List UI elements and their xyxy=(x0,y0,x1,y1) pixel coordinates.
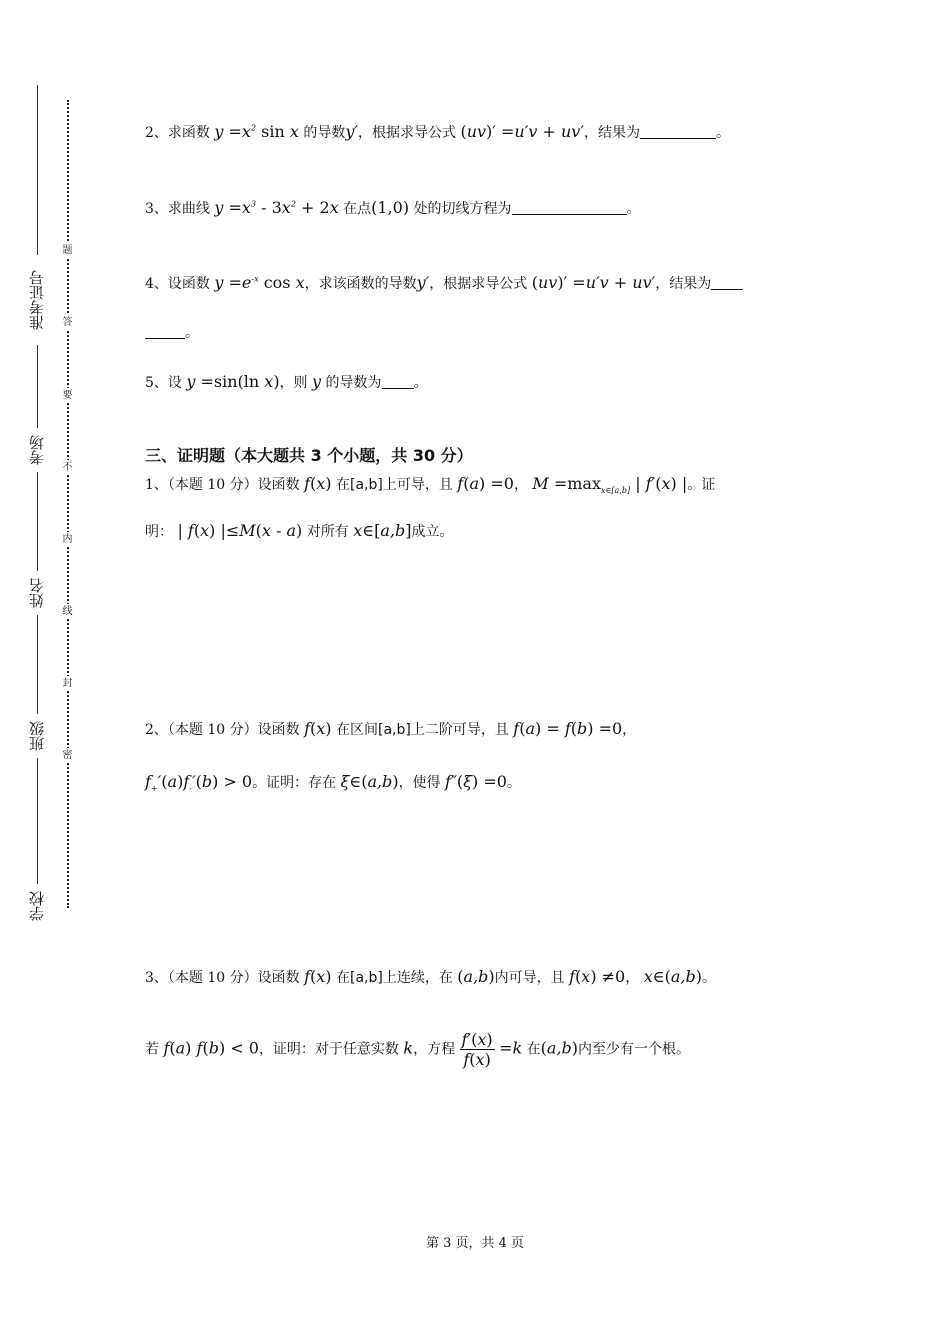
proof-1: 1、（本题 10 分）设函数 f(x) 在[a,b]上可导，且 f(a) =0， $M =\max_{x\in[a,b]}$ | f′(x) |。证 xyxy=(145,474,716,496)
p1-number: 1、（本题 10 分）设函数 xyxy=(145,477,300,493)
answer-blank[interactable] xyxy=(711,275,743,290)
answer-blank[interactable] xyxy=(640,124,716,139)
q2-formula: (uv)′ =u′v + uv′ xyxy=(460,122,584,141)
answer-blank[interactable] xyxy=(382,374,414,389)
label-school: 学校 xyxy=(24,884,50,928)
q5-number: 5、设 xyxy=(145,375,182,391)
proof-2: 2、（本题 10 分）设函数 f(x) 在区间[a,b]上二阶可导，且 f(a) = f(b) =0， xyxy=(145,719,637,738)
question-2: 2、求函数 $y =x^2$ sin x 的导数y′，根据求导公式 (uv)′ =u′v + uv′，结果为 。 xyxy=(145,122,730,141)
q4-number: 4、设函数 xyxy=(145,276,210,292)
fraction-fprime-over-f: $\frac{f'(x)}{f(x)}$ xyxy=(461,1030,493,1069)
page-footer: 第 3 页，共 4 页 xyxy=(425,1236,525,1251)
label-class: 班级 xyxy=(24,714,50,758)
seal-char: 要 xyxy=(60,388,75,403)
answer-blank[interactable] xyxy=(145,324,185,339)
p2-number: 2、（本题 10 分）设函数 xyxy=(145,722,300,738)
seal-dotted-line xyxy=(67,100,69,908)
label-name: 姓名 xyxy=(24,571,50,615)
answer-blank[interactable] xyxy=(512,200,627,215)
q2-number: 2、求函数 xyxy=(145,125,210,141)
section-title: 三、证明题（本大题共 3 个小题，共 30 分） xyxy=(145,446,473,465)
q2-function: $y =x^2$ sin x xyxy=(214,122,299,141)
proof-3-continued: 若 f(a) f(b) < 0，证明：对于任意实数 k，方程 $\frac{f'(x)}{f(x)}$ =k 在(a,b)内至少有一个根。 xyxy=(145,1030,691,1069)
binding-line xyxy=(37,85,38,925)
seal-char: 线 xyxy=(60,604,75,619)
seal-char: 不 xyxy=(60,460,75,475)
seal-char: 答 xyxy=(60,315,75,330)
q4-function: $y =e^{-x}$ cos x xyxy=(214,273,305,292)
seal-char: 内 xyxy=(60,532,75,547)
q4-formula: (uv)′ =u′v + uv′ xyxy=(531,273,656,292)
seal-char: 封 xyxy=(60,676,75,691)
question-5: 5、设 y =sin(ln x)，则 y 的导数为 。 xyxy=(145,372,428,391)
q3-curve: $y =x^3 - 3x^2 + 2x$ xyxy=(214,198,339,217)
question-3: 3、求曲线 $y =x^3 - 3x^2 + 2x$ 在点(1,0) 处的切线方程为 。 xyxy=(145,198,641,217)
label-exam-number: 准考证号 xyxy=(24,255,50,345)
proof-2-continued: $f_+'(a)f_-'(b) > 0$。证明：存在 ξ∈(a,b)，使得 f″(ξ) =0。 xyxy=(145,772,521,794)
seal-char: 密 xyxy=(60,748,75,763)
question-4: 4、设函数 $y =e^{-x}$ cos x，求该函数的导数y′，根据求导公式 (uv)′ =u′v + uv′，结果为 xyxy=(145,273,743,293)
p3-number: 3、（本题 10 分）设函数 xyxy=(145,970,300,986)
q3-number: 3、求曲线 xyxy=(145,201,210,217)
proof-3: 3、（本题 10 分）设函数 f(x) 在[a,b]上连续，在 (a,b)内可导，且 f(x) ≠0， x∈(a,b)。 xyxy=(145,967,716,986)
question-4-continued: 。 xyxy=(145,322,199,342)
q5-function: y =sin(ln x) xyxy=(186,372,280,391)
label-exam-room: 考场 xyxy=(24,428,50,472)
seal-char: 题 xyxy=(60,243,75,258)
proof-1-continued: 明： | f(x) |≤M(x - a) 对所有 x∈[a,b]成立。 xyxy=(145,521,454,540)
